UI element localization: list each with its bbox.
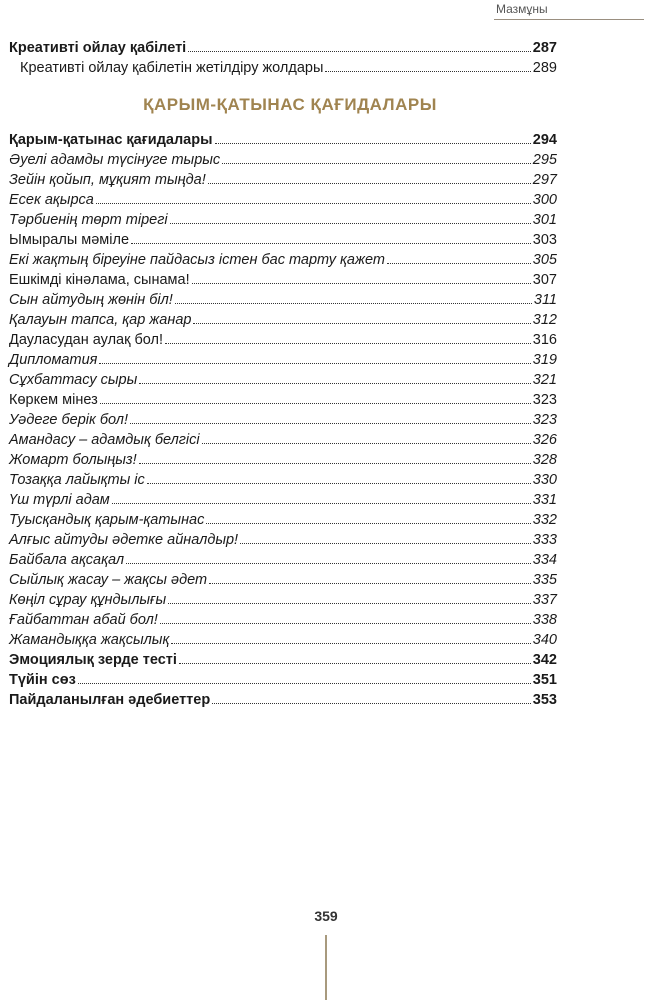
toc-entry-page: 301: [532, 212, 557, 228]
toc-entry-title: Көңіл сұрау құндылығы: [9, 592, 167, 608]
toc-entry[interactable]: [9, 430, 557, 450]
toc-entry[interactable]: [9, 650, 557, 670]
toc-entry-title: Жомарт болыңыз!: [9, 452, 137, 468]
toc-entry-page: 340: [532, 632, 557, 648]
toc-entry-page: 330: [532, 472, 557, 488]
dot-leader: [130, 423, 531, 424]
toc-entry[interactable]: [9, 510, 557, 530]
toc-entry-page: 297: [532, 172, 557, 188]
toc-entry-page: 335: [532, 572, 557, 588]
toc-entry[interactable]: [9, 210, 557, 230]
toc-entry-title: Көркем мінез: [9, 392, 98, 408]
dot-leader: [171, 643, 530, 644]
toc-entry[interactable]: [9, 150, 557, 170]
toc-entry-title: Туысқандық қарым-қатынас: [9, 512, 205, 528]
toc-entry-page: 287: [532, 40, 557, 56]
toc-entry-title: Дауласудан аулақ бол!: [9, 332, 164, 348]
toc-entry-title: Байбала ақсақал: [9, 552, 125, 568]
toc-entry-title: Түйін сөз: [9, 672, 76, 688]
toc-entry-page: 326: [532, 432, 557, 448]
toc-entry-page: 323: [532, 392, 557, 408]
toc-section-list: [9, 130, 557, 710]
toc-entry-title: Жамандыққа жақсылық: [9, 632, 170, 648]
table-of-contents: [9, 38, 557, 710]
dot-leader: [78, 683, 531, 684]
toc-entry-page: 305: [532, 252, 557, 268]
toc-entry[interactable]: [9, 370, 557, 390]
toc-entry-page: 307: [532, 272, 557, 288]
dot-leader: [99, 363, 530, 364]
toc-entry-page: 316: [532, 332, 557, 348]
toc-entry-page: 333: [532, 532, 557, 548]
toc-entry-title: Үш түрлі адам: [9, 492, 110, 508]
dot-leader: [240, 543, 531, 544]
toc-entry-title: Ымыралы мәміле: [9, 232, 130, 248]
toc-entry-page: 337: [532, 592, 557, 608]
toc-entry-page: 328: [532, 452, 557, 468]
dot-leader: [96, 203, 531, 204]
dot-leader: [222, 163, 531, 164]
toc-entry-page: 295: [532, 152, 557, 168]
dot-leader: [215, 143, 531, 144]
dot-leader: [325, 71, 530, 72]
toc-entry-page: 334: [532, 552, 557, 568]
dot-leader: [208, 183, 531, 184]
toc-entry-title: Эмоциялық зерде тесті: [9, 652, 177, 668]
toc-entry-title: Зейін қойып, мұқият тыңда!: [9, 172, 206, 188]
toc-entry-title: Креативті ойлау қабілетін жетілдіру жолдары: [20, 60, 324, 76]
toc-entry-title: Тәрбиенің төрт тірегі: [9, 212, 168, 228]
toc-entry[interactable]: [9, 170, 557, 190]
dot-leader: [139, 463, 531, 464]
toc-entry[interactable]: [9, 310, 557, 330]
toc-entry-page: 331: [532, 492, 557, 508]
dot-leader: [165, 343, 531, 344]
toc-entry[interactable]: [9, 410, 557, 430]
toc-entry[interactable]: [9, 590, 557, 610]
toc-entry-page: 319: [532, 352, 557, 368]
toc-entry-title: Пайдаланылған әдебиеттер: [9, 692, 211, 708]
section-title: ҚАРЫМ-ҚАТЫНАС ҚАҒИДАЛАРЫ: [143, 95, 437, 114]
page-number: 359: [314, 908, 338, 924]
dot-leader: [168, 603, 531, 604]
running-title: Мазмұны: [496, 2, 548, 16]
toc-entry[interactable]: [9, 550, 557, 570]
toc-entry[interactable]: [9, 230, 557, 250]
toc-entry-title: Сыйлық жасау – жақсы әдет: [9, 572, 208, 588]
toc-entry-page: 338: [532, 612, 557, 628]
dot-leader: [112, 503, 531, 504]
toc-entry[interactable]: [9, 38, 557, 58]
toc-entry[interactable]: [9, 270, 557, 290]
dot-leader: [193, 323, 530, 324]
toc-entry[interactable]: [9, 670, 557, 690]
toc-entry[interactable]: [9, 330, 557, 350]
toc-entry-page: 342: [532, 652, 557, 668]
toc-entry[interactable]: [9, 450, 557, 470]
dot-leader: [192, 283, 531, 284]
dot-leader: [387, 263, 531, 264]
toc-entry-title: Алғыс айтуды әдетке айналдыр!: [9, 532, 239, 548]
toc-entry-page: 353: [532, 692, 557, 708]
toc-entry-page: 351: [532, 672, 557, 688]
toc-top-list: [9, 38, 557, 78]
dot-leader: [100, 403, 531, 404]
toc-entry-title: Әуелі адамды түсінуге тырыс: [9, 152, 221, 168]
toc-entry-title: Дипломатия: [9, 352, 98, 368]
toc-entry[interactable]: [9, 530, 557, 550]
toc-entry-title: Амандасу – адамдық белгісі: [9, 432, 200, 448]
dot-leader: [147, 483, 531, 484]
toc-entry-title: Есек ақырса: [9, 192, 94, 208]
toc-entry[interactable]: [9, 470, 557, 490]
dot-leader: [206, 523, 530, 524]
toc-entry-title: Ғайбаттан абай бол!: [9, 612, 158, 628]
dot-leader: [175, 303, 532, 304]
dot-leader: [179, 663, 531, 664]
toc-entry[interactable]: [9, 250, 557, 270]
dot-leader: [170, 223, 531, 224]
dot-leader: [139, 383, 531, 384]
toc-entry[interactable]: [9, 630, 557, 650]
dot-leader: [160, 623, 531, 624]
toc-entry[interactable]: [9, 570, 557, 590]
running-header: [494, 0, 644, 20]
toc-entry-page: 294: [532, 132, 557, 148]
toc-entry-page: 312: [532, 312, 557, 328]
toc-entry-title: Креативті ойлау қабілеті: [9, 40, 187, 56]
toc-entry[interactable]: [9, 58, 557, 78]
dot-leader: [209, 583, 531, 584]
toc-entry-title: Ешкімді кінәлама, сынама!: [9, 272, 190, 288]
toc-entry[interactable]: [9, 130, 557, 150]
toc-entry[interactable]: [9, 490, 557, 510]
toc-entry-page: 300: [532, 192, 557, 208]
dot-leader: [212, 703, 531, 704]
dot-leader: [188, 51, 531, 52]
toc-entry-title: Тозаққа лайықты іс: [9, 472, 145, 488]
toc-entry[interactable]: [9, 350, 557, 370]
bottom-divider: [325, 935, 327, 1000]
toc-entry-title: Сұхбаттасу сыры: [9, 372, 138, 388]
toc-entry[interactable]: [9, 390, 557, 410]
toc-entry[interactable]: [9, 610, 557, 630]
toc-entry[interactable]: [9, 190, 557, 210]
toc-entry[interactable]: [9, 290, 557, 310]
toc-entry-page: 303: [532, 232, 557, 248]
dot-leader: [202, 443, 531, 444]
dot-leader: [126, 563, 531, 564]
toc-entry-title: Қарым-қатынас қағидалары: [9, 132, 213, 148]
toc-entry-page: 311: [533, 292, 557, 308]
toc-entry-title: Уәдеге берік бол!: [9, 412, 128, 428]
toc-entry-page: 321: [532, 372, 557, 388]
toc-entry-title: Сын айтудың жөнін біл!: [9, 292, 173, 308]
toc-entry[interactable]: [9, 690, 557, 710]
toc-entry-page: 289: [532, 60, 557, 76]
toc-entry-page: 332: [532, 512, 557, 528]
toc-entry-title: Қалауын тапса, қар жанар: [9, 312, 192, 328]
dot-leader: [131, 243, 531, 244]
toc-entry-page: 323: [532, 412, 557, 428]
toc-entry-title: Екі жақтың біреуіне пайдасыз істен бас тарту қажет: [9, 252, 385, 268]
